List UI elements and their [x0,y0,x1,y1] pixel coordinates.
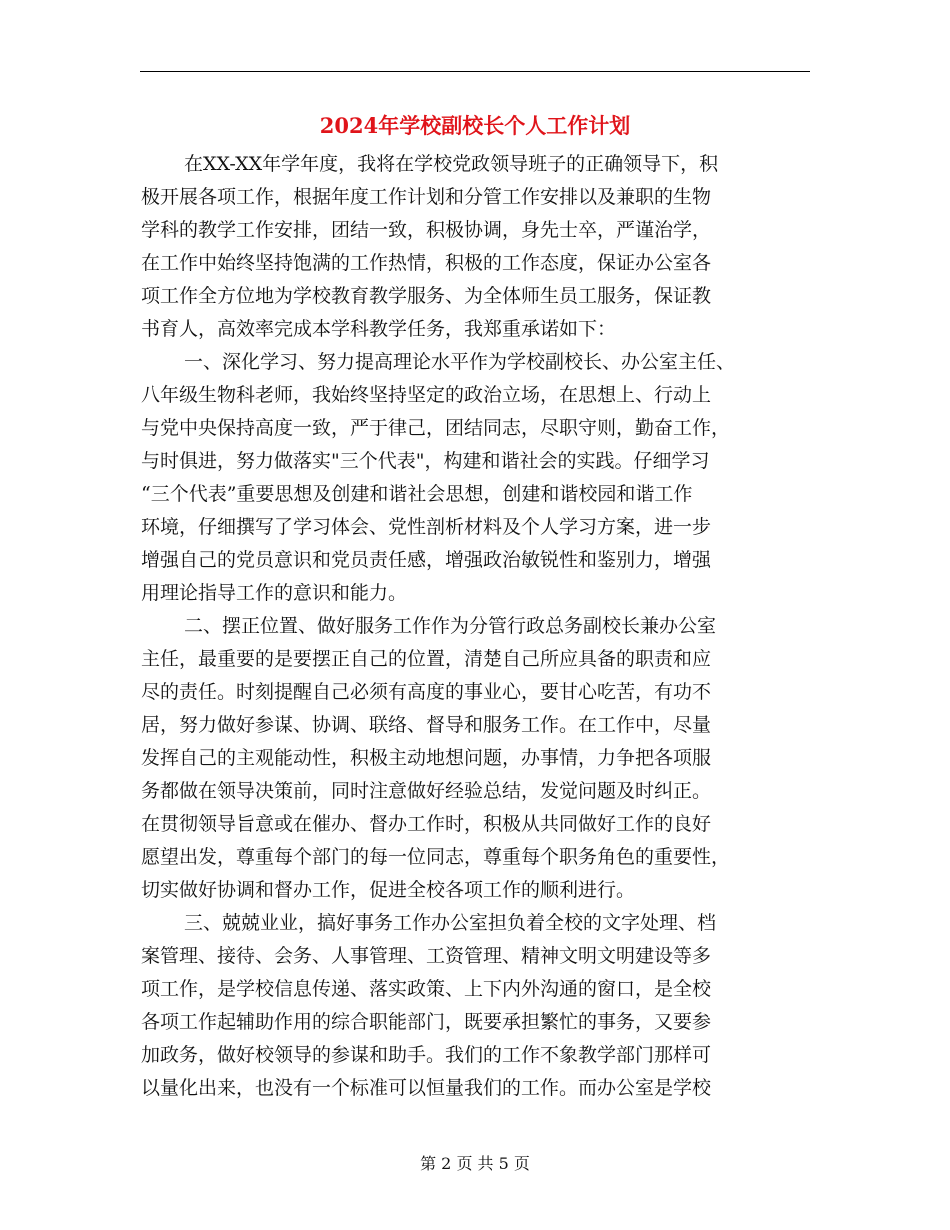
body-line: 二、摆正位置、做好服务工作作为分管行政总务副校长兼办公室 [184,615,717,637]
page-footer: 第 2 页 共 5 页 [420,1154,530,1173]
body-line: 愿望出发，尊重每个部门的每一位同志，尊重每个职务角色的重要性， [141,846,731,868]
body-line: 与时俱进，努力做落实"三个代表"，构建和谐社会的实践。仔细学习 [141,450,710,472]
body-line: 项工作全方位地为学校教育教学服务、为全体师生员工服务，保证教 [141,285,712,307]
body-line: 极开展各项工作，根据年度工作计划和分管工作安排以及兼职的生物 [141,186,712,208]
body-line: 书育人，高效率完成本学科教学任务，我郑重承诺如下： [141,318,617,340]
body-line: 项工作，是学校信息传递、落实政策、上下内外沟通的窗口，是全校 [141,978,712,1000]
body-line: 学科的教学工作安排，团结一致，积极协调，身先士卒，严谨治学， [141,219,712,241]
body-line: 发挥自己的主观能动性，积极主动地想问题，办事情，力争把各项服 [141,747,712,769]
body-line: 案管理、接待、会务、人事管理、工资管理、精神文明文明建设等多 [141,945,712,967]
body-line: 在贯彻领导旨意或在催办、督办工作时，积极从共同做好工作的良好 [141,813,712,835]
body-line: 用理论指导工作的意识和能力。 [141,582,408,604]
body-line: 务都做在领导决策前，同时注意做好经验总结，发觉问题及时纠正。 [141,780,712,802]
body-line: 主任，最重要的是要摆正自己的位置，清楚自己所应具备的职责和应 [141,648,712,670]
body-line: 一、深化学习、努力提高理论水平作为学校副校长、办公室主任、 [184,351,736,373]
body-line: 在XX-XX年学年度，我将在学校党政领导班子的正确领导下，积 [184,153,719,175]
body-line: “三个代表”重要思想及创建和谐社会思想，创建和谐校园和谐工作 [141,483,693,505]
document-body [141,148,809,1105]
body-line: 尽的责任。时刻提醒自己必须有高度的事业心，要甘心吃苦，有功不 [141,681,712,703]
body-line: 八年级生物科老师，我始终坚持坚定的政治立场，在思想上、行动上 [141,384,712,406]
body-line: 三、兢兢业业，搞好事务工作办公室担负着全校的文字处理、档 [184,912,717,934]
body-line: 增强自己的党员意识和党员责任感，增强政治敏锐性和鉴别力，增强 [141,549,712,571]
body-line: 居，努力做好参谋、协调、联络、督导和服务工作。在工作中，尽量 [141,714,712,736]
document-title: 2024年学校副校长个人工作计划 [319,113,631,138]
header-rule [140,71,810,72]
body-line: 与党中央保持高度一致，严于律己，团结同志，尽职守则，勤奋工作， [141,417,731,439]
body-line: 在工作中始终坚持饱满的工作热情，积极的工作态度，保证办公室各 [141,252,712,274]
body-line: 切实做好协调和督办工作，促进全校各项工作的顺利进行。 [141,879,636,901]
body-line: 环境，仔细撰写了学习体会、党性剖析材料及个人学习方案，进一步 [141,516,712,538]
body-line: 以量化出来，也没有一个标准可以恒量我们的工作。而办公室是学校 [141,1077,712,1099]
body-line: 加政务，做好校领导的参谋和助手。我们的工作不象教学部门那样可 [141,1044,712,1066]
body-line: 各项工作起辅助作用的综合职能部门，既要承担繁忙的事务，又要参 [141,1011,712,1033]
